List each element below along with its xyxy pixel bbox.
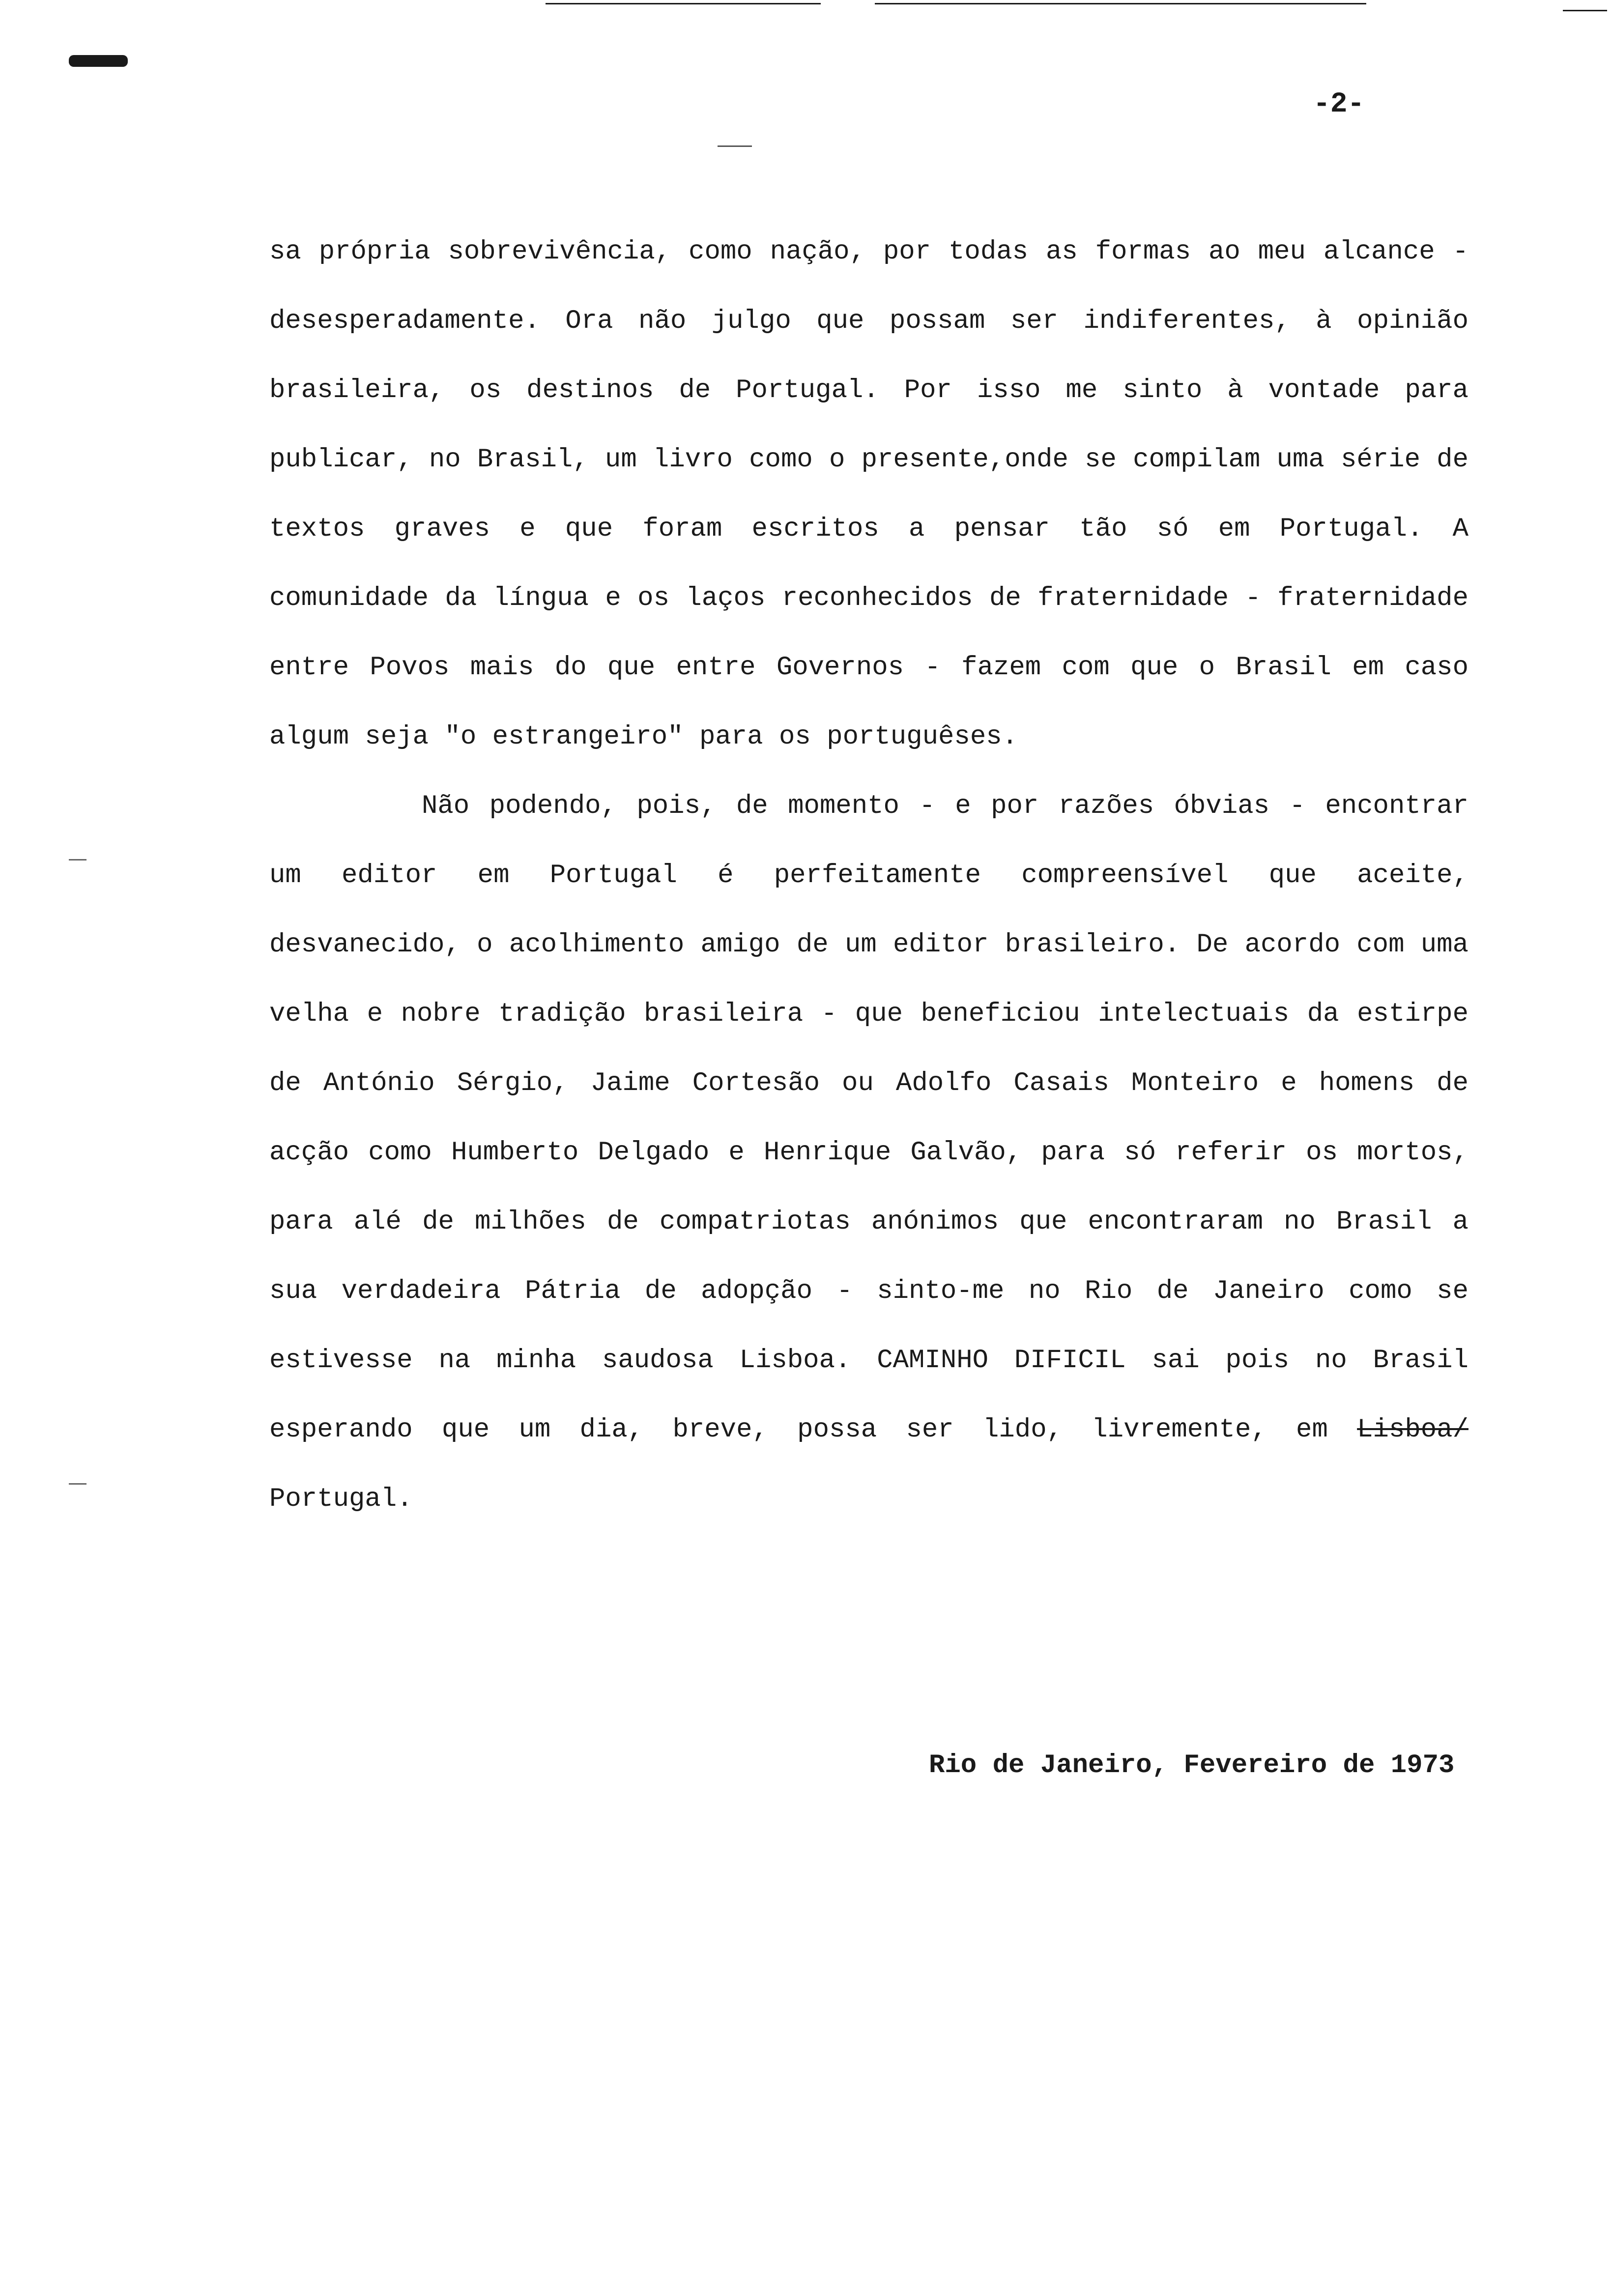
scan-dash-1	[718, 145, 752, 147]
scan-line-top-2	[875, 3, 1366, 4]
paragraph-2-end: Portugal.	[269, 1484, 413, 1514]
place-and-date: Rio de Janeiro, Fevereiro de 1973	[929, 1751, 1455, 1780]
scan-blot	[69, 55, 128, 67]
body-text	[269, 217, 1468, 1534]
paragraph-2	[269, 772, 1468, 1534]
scan-dash-left-2	[69, 1483, 86, 1485]
scan-line-top-1	[546, 3, 821, 4]
page-number: -2-	[1313, 88, 1365, 120]
paragraph-2-text: Não podendo, pois, de momento - e por razões óbvias - encontrar um editor em Portugal é perfeitamente compreensível que aceite, desvanecido, o acolhimento amigo de um editor brasileiro. De acordo com uma velha e nobre tradição brasileira - que beneficiou intelectuais da estirpe de António Sérgio, Jaime Cortesão ou Adolfo Casais Monteiro e homens de acção como Humberto Delgado e Henrique Galvão, para só referir os mortos, para alé de milhões de compatriotas anónimos que encontraram no Brasil a sua verdadeira Pátria de adopção - sinto-me no Rio de Janeiro como se estivesse na minha saudosa Lisboa. CAMINHO DIFICIL sai pois no Brasil esperando que um dia, breve, possa ser lido, livremente, em	[269, 791, 1468, 1445]
struck-word: Lisboa/	[1357, 1415, 1468, 1445]
scan-line-top-3	[1563, 10, 1607, 11]
paragraph-1: sa própria sobrevivência, como nação, por todas as formas ao meu alcance - desesperadamente. Ora não julgo que possam ser indiferentes, à opinião brasileira, os destinos de Portugal. Por isso me sinto à vontade para publicar, no Brasil, um livro como o presente,onde se compilam uma série de textos graves e que foram escritos a pensar tão só em Portugal. A comunidade da língua e os laços reconhecidos de fraternidade - fraternidade entre Povos mais do que entre Governos - fazem com que o Brasil em caso algum seja "o estrangeiro" para os portuguêses.	[269, 237, 1468, 752]
scan-dash-left-1	[69, 859, 86, 861]
